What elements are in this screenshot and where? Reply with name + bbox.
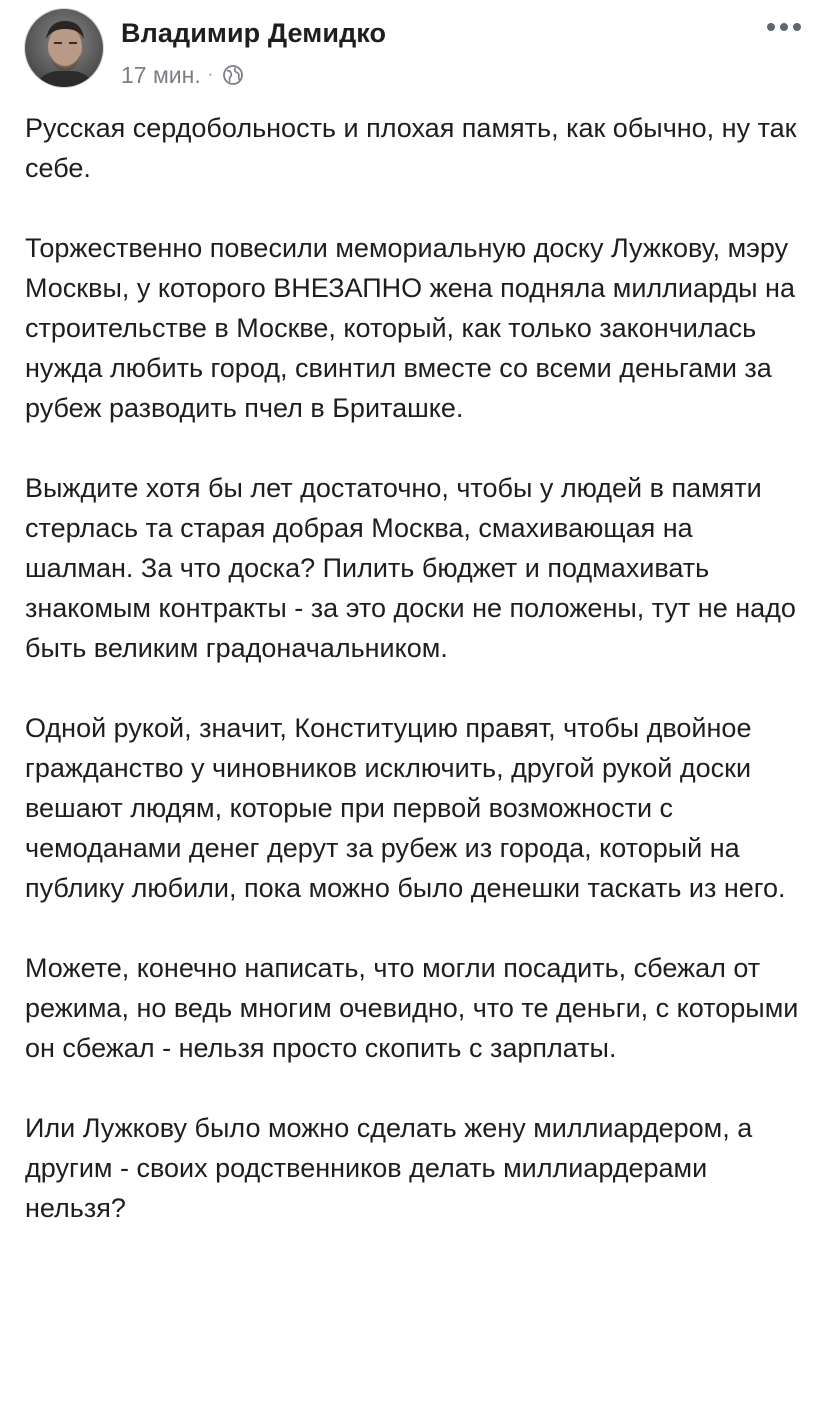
- post-paragraph: Одной рукой, значит, Конституцию правят, чтобы двойное гражданство у чиновников исключить, другой рукой доски вешают людям, которые при первой возможности с чемоданами денег дерут за рубеж из города, который на публику любили, пока можно было денешки таскать из него.: [25, 713, 786, 903]
- post-meta: [121, 60, 244, 90]
- post-paragraph: Можете, конечно написать, что могли посадить, сбежал от режима, но ведь многим очевидно, что те деньги, с которыми он сбежал - нельзя просто скопить с зарплаты.: [25, 953, 799, 1063]
- post-paragraph: Русская сердобольность и плохая память, как обычно, ну так себе.: [25, 113, 797, 183]
- meta-separator: ·: [207, 66, 214, 83]
- post-header: [0, 0, 828, 100]
- post-timestamp[interactable]: 17 мин.: [121, 61, 201, 88]
- author-avatar[interactable]: [24, 8, 104, 88]
- author-name[interactable]: Владимир Демидко: [121, 18, 387, 48]
- post-text: [25, 108, 805, 1228]
- post-paragraph: Торжественно повесили мемориальную доску Лужкову, мэру Москвы, у которого ВНЕЗАПНО жена подняла миллиарды на строительстве в Москве, который, как только закончилась нужда любить город, свинтил вместе со всеми деньгами за рубеж разводить пчел в Бриташке.: [25, 233, 795, 423]
- more-horizontal-icon: [766, 22, 802, 32]
- globe-icon[interactable]: [222, 64, 244, 86]
- avatar-photo: [25, 9, 104, 88]
- post-paragraph: Или Лужкову было можно сделать жену миллиардером, а другим - своих родственников делать миллиардерами нельзя?: [25, 1113, 753, 1223]
- post-paragraph: Выждите хотя бы лет достаточно, чтобы у людей в памяти стерлась та старая добрая Москва, смахивающая на шалман. За что доска? Пилить бюджет и подмахивать знакомым контракты - за это доски не положены, тут не надо быть великим градоначальником.: [25, 473, 796, 663]
- more-options-button[interactable]: [762, 12, 806, 42]
